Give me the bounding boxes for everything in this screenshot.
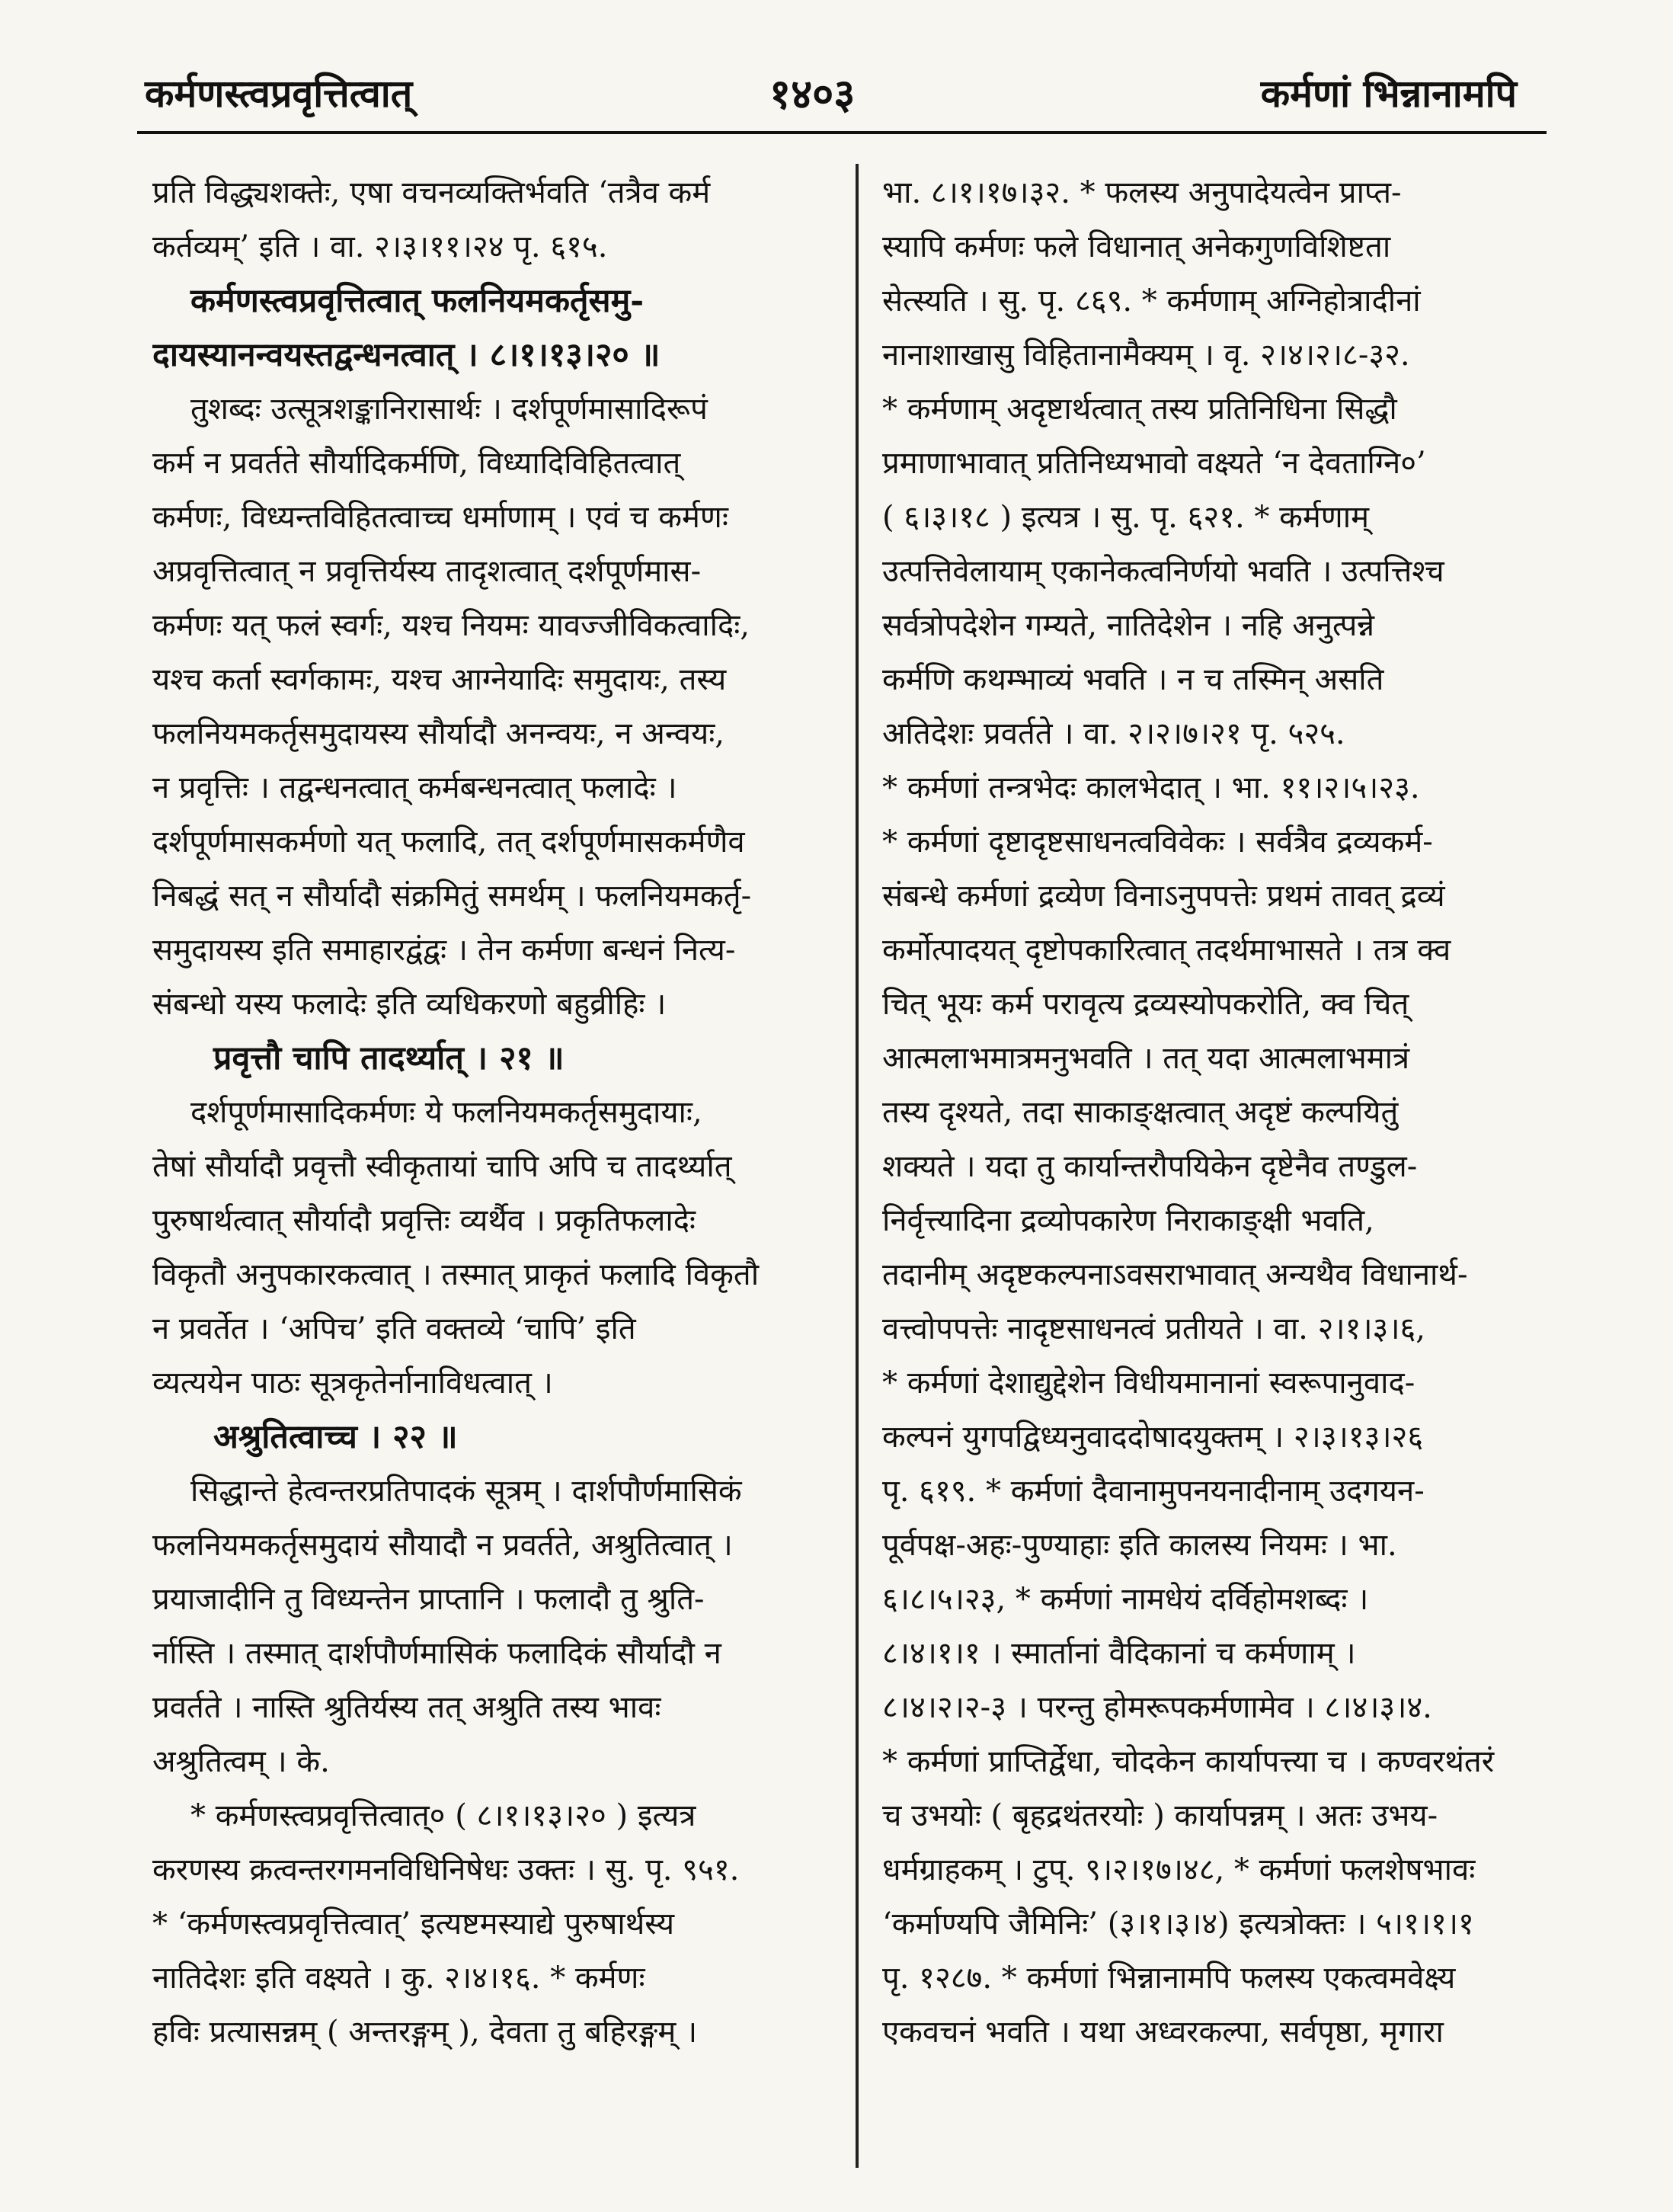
left-column [152,166,838,2060]
left-column-line: कर्मणः, विध्यन्तविहितत्वाच्च धर्माणाम् । एवं च कर्मणः [152,500,728,535]
right-column-line: ‘कर्माण्यपि जैमिनिः’ (३।१।३।४) इत्यत्रोक्तः । ५।१।१।१ [882,1906,1474,1942]
right-column-line: * कर्मणां देशाद्युद्देशेन विधीयमानानां स्वरूपानुवाद- [882,1365,1415,1401]
left-column-line: नातिदेशः इति वक्ष्यते । कु. २।४।१६. * कर्मणः [152,1961,645,1996]
left-column-line: फलनियमकर्तृसमुदायस्य सौर्यादौ अनन्वयः, न अन्वयः, [152,716,725,751]
left-column-line: समुदायस्य इति समाहारद्वंद्वः । तेन कर्मणा बन्धनं नित्य- [152,933,736,968]
right-column-line: सर्वत्रोपदेशेन गम्यते, नातिदेशेन । नहि अनुत्पन्ने [882,608,1375,643]
left-column-line: कर्तव्यम्’ इति । वा. २।३।११।२४ पृ. ६१५. [152,229,608,264]
header-rule [137,131,1547,134]
right-column-line: पूर्वपक्ष-अहः-पुण्याहाः इति कालस्य नियमः । भा. [882,1528,1397,1563]
right-column-line: कर्मोत्पादयत् दृष्टोपकारित्वात् तदर्थमाभासते । तत्र क्व [882,933,1451,968]
left-column-line: तुशब्दः उत्सूत्रशङ्कानिरासार्थः । दर्शपूर्णमासादिरूपं [190,392,708,427]
right-column-line: पृ. ६१९. * कर्मणां दैवानामुपनयनादीनाम् उदगयन- [882,1474,1425,1509]
left-column-line: अश्रुतित्वाच्च । २२ ॥ [213,1418,458,1456]
left-column-line: न प्रवर्तेत । ‘अपिच’ इति वक्तव्ये ‘चापि’ इति [152,1311,636,1346]
left-column-line: सिद्धान्ते हेत्वन्तरप्रतिपादकं सूत्रम् । दार्शपौर्णमासिकं [190,1474,742,1509]
right-column-line: धर्मग्राहकम् । टुप्. ९।२।१७।४८, * कर्मणां फलशेषभावः [882,1852,1476,1887]
left-column-line: र्नास्ति । तस्मात् दार्शपौर्णमासिकं फलादिकं सौर्यादौ न [152,1636,721,1671]
right-column-line: * कर्मणां दृष्टादृष्टसाधनत्वविवेकः । सर्वत्रैव द्रव्यकर्म- [882,824,1433,860]
left-column-line: प्रवर्तते । नास्ति श्रुतिर्यस्य तत् अश्रुति तस्य भावः [152,1690,661,1725]
right-column-line: * कर्मणां तन्त्रभेदः कालभेदात् । भा. ११।२।५।२३. [882,770,1420,805]
left-column-line: संबन्धो यस्य फलादेः इति व्यधिकरणो बहुव्रीहिः । [152,987,667,1022]
left-column-line: अश्रुतित्वम् । के. [152,1744,330,1779]
left-column-line: कर्मणस्त्वप्रवृत्तित्वात् फलनियमकर्तृसमु- [190,282,645,320]
right-column-line: * कर्मणाम् अदृष्टार्थत्वात् तस्य प्रतिनिधिना सिद्धौ [882,392,1397,427]
left-column-line: यश्च कर्ता स्वर्गकामः, यश्च आग्नेयादिः समुदायः, तस्य [152,662,727,697]
right-column-line: संबन्धे कर्मणां द्रव्येण विनाऽनुपपत्तेः प्रथमं तावत् द्रव्यं [882,879,1445,914]
right-column-line: च उभयोः ( बृहद्रथंतरयोः ) कार्यापन्नम् । अतः उभय- [882,1798,1438,1833]
page-number: १४०३ [769,69,856,118]
left-column-line: विकृतौ अनुपकारकत्वात् । तस्मात् प्राकृतं फलादि विकृतौ [152,1257,760,1292]
left-column-line: पुरुषार्थत्वात् सौर्यादौ प्रवृत्तिः व्यर्थैव । प्रकृतिफलादेः [152,1203,696,1238]
right-column-line: निर्वृत्त्यादिना द्रव्योपकारेण निराकाङ्क्षी भवति, [882,1203,1374,1238]
right-column-line: शक्यते । यदा तु कार्यान्तरौपयिकेन दृष्टेनैव तण्डुल- [882,1149,1418,1184]
right-column-line: ८।४।२।२-३ । परन्तु होमरूपकर्मणामेव । ८।४।३।४. [882,1690,1432,1725]
left-column-line: निबद्धं सत् न सौर्यादौ संक्रमितुं समर्थम् । फलनियमकर्तृ- [152,879,752,914]
right-column-line: आत्मलाभमात्रमनुभवति । तत् यदा आत्मलाभमात्रं [882,1041,1410,1076]
left-column-line: करणस्य क्रत्वन्तरगमनविधिनिषेधः उक्तः । सु. पृ. ९५१. [152,1852,740,1887]
left-column-line: हविः प्रत्यासन्नम् ( अन्तरङ्गम् ), देवता तु बहिरङ्गम् । [152,2015,698,2050]
left-column-line: तेषां सौर्यादौ प्रवृत्तौ स्वीकृतायां चापि अपि च तादर्थ्यात् [152,1149,732,1184]
right-column-line: ८।४।१।१ । स्मार्तानां वैदिकानां च कर्मणाम् । [882,1636,1356,1671]
column-divider [856,164,859,2168]
right-column-line: प्रमाणाभावात् प्रतिनिध्यभावो वक्ष्यते ‘न देवताग्नि०’ [882,446,1426,481]
right-column-line: वत्त्वोपपत्तेः नादृष्टसाधनत्वं प्रतीयते । वा. २।१।३।६, [882,1311,1426,1346]
left-column-line: * ‘कर्मणस्त्वप्रवृत्तित्वात्’ इत्यष्टमस्याद्ये पुरुषार्थस्य [152,1906,675,1942]
right-column-line: पृ. १२८७. * कर्मणां भिन्नानामपि फलस्य एकत्वमवेक्ष्य [882,1961,1456,1996]
left-column-line: कर्म न प्रवर्तते सौर्यादिकर्मणि, विध्यादिविहितत्वात् [152,446,681,481]
right-column-line: तदानीम् अदृष्टकल्पनाऽवसराभावात् अन्यथैव विधानार्थ- [882,1257,1468,1292]
left-column-line: दर्शपूर्णमासादिकर्मणः ये फलनियमकर्तृसमुदायाः, [190,1095,702,1130]
right-column-line: नानाशाखासु विहितानामैक्यम् । वृ. २।४।२।८-३२. [882,338,1410,373]
left-column-line: प्रति विद्ध्यशक्तेः, एषा वचनव्यक्तिर्भवति ‘तत्रैव कर्म [152,175,711,210]
running-header-left: कर्मणस्त्वप्रवृत्तित्वात् [145,71,413,116]
running-header-right: कर्मणां भिन्नानामपि [1260,71,1517,116]
right-column-line: एकवचनं भवति । यथा अध्वरकल्पा, सर्वपृष्ठा, मृगारा [882,2015,1444,2050]
left-column-line: प्रयाजादीनि तु विध्यन्तेन प्राप्तानि । फलादौ तु श्रुति- [152,1582,705,1617]
left-column-line: दायस्यानन्वयस्तद्वन्धनत्वात् । ८।१।१३।२० ॥ [152,336,661,374]
left-column-line: कर्मणः यत् फलं स्वर्गः, यश्च नियमः यावज्जीविकत्वादिः, [152,608,750,643]
left-column-line: दर्शपूर्णमासकर्मणो यत् फलादि, तत् दर्शपूर्णमासकर्मणैव [152,824,745,860]
right-column [882,166,1587,2060]
right-column-line: ६।८।५।२३, * कर्मणां नामधेयं दर्विहोमशब्दः । [882,1582,1369,1617]
left-column-line: व्यत्ययेन पाठः सूत्रकृतेर्नानाविधत्वात् । [152,1365,553,1401]
left-column-line: * कर्मणस्त्वप्रवृत्तित्वात्० ( ८।१।१३।२० ) इत्यत्र [190,1798,696,1833]
right-column-line: चित् भूयः कर्म परावृत्य द्रव्यस्योपकरोति, क्व चित् [882,987,1409,1022]
right-column-line: स्यापि कर्मणः फले विधानात् अनेकगुणविशिष्टता [882,229,1391,264]
right-column-line: सेत्स्यति । सु. पृ. ८६९. * कर्मणाम् अग्निहोत्रादीनां [882,283,1421,319]
right-column-line: ( ६।३।१८ ) इत्यत्र । सु. पृ. ६२१. * कर्मणाम् [882,500,1369,535]
right-column-line: * कर्मणां प्राप्तिर्द्वेधा, चोदकेन कार्यापत्त्या च । कण्वरथंतरं [882,1744,1495,1779]
left-column-line: न प्रवृत्तिः । तद्वन्धनत्वात् कर्मबन्धनत्वात् फलादेः । [152,770,677,805]
left-column-line: अप्रवृत्तित्वात् न प्रवृत्तिर्यस्य तादृशत्वात् दर्शपूर्णमास- [152,554,702,589]
right-column-line: अतिदेशः प्रवर्तते । वा. २।२।७।२१ पृ. ५२५. [882,716,1345,751]
right-column-line: उत्पत्तिवेलायाम् एकानेकत्वनिर्णयो भवति । उत्पत्तिश्च [882,554,1444,589]
left-column-line: फलनियमकर्तृसमुदायं सौयादौ न प्रवर्तते, अश्रुतित्वात् । [152,1528,733,1563]
right-column-line: कल्पनं युगपद्विध्यनुवाददोषादयुक्तम् । २।३।१३।२६ [882,1420,1424,1455]
right-column-line: भा. ८।१।१७।३२. * फलस्य अनुपादेयत्वेन प्राप्त- [882,175,1402,210]
left-column-line: प्रवृत्तौ चापि तादर्थ्यात् । २१ ॥ [213,1039,565,1077]
right-column-line: कर्मणि कथम्भाव्यं भवति । न च तस्मिन् असति [882,662,1384,697]
right-column-line: तस्य दृश्यते, तदा साकाङ्क्षत्वात् अदृष्टं कल्पयितुं [882,1095,1399,1130]
